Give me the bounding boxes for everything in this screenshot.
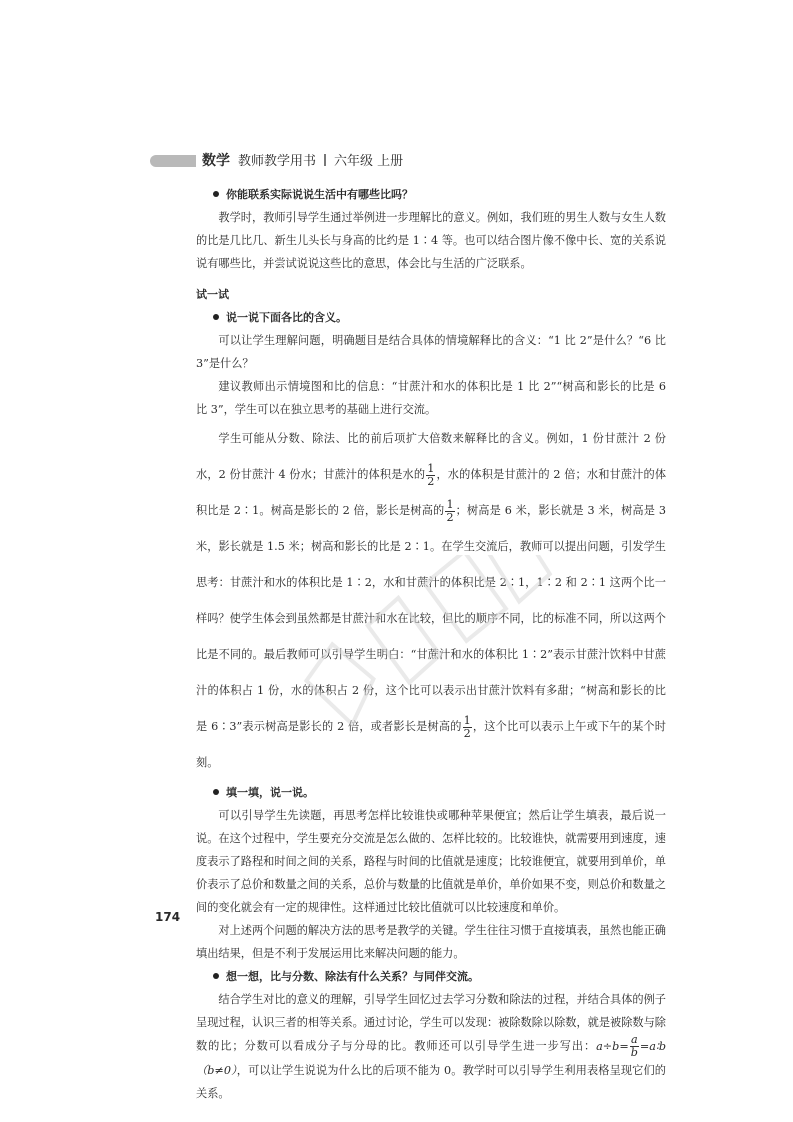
paragraph-3: 建议教师出示情境图和比的信息：“甘蔗汁和水的体积比是 1 比 2”“树高和影长的比是 6 比 3”，学生可以在独立思考的基础上进行交流。	[196, 380, 666, 416]
paragraph-1: 教学时，教师引导学生通过举例进一步理解比的意义。例如，我们班的男生人数与女生人数的比是几比几、新生儿头长与身高的比约是 1∶4 等。也可以结合图片像不像中长、宽的关系说说有哪些比，并尝试说说这些比的意思，体会比与生活的广泛联系。	[196, 211, 666, 270]
bullet-heading-1: 你能联系实际说说生活中有哪些比吗？	[196, 183, 666, 206]
header-subject: 数学	[202, 153, 230, 169]
fraction-one-half: $\frac{1}{2}$	[427, 461, 435, 488]
bullet-heading-3: 填一填，说一说。	[196, 781, 666, 804]
fraction-one-half: $\frac{1}{2}$	[446, 497, 454, 524]
paragraph-7: 结合学生对比的意义的理解，引导学生回忆过去学习分数和除法的过程，并结合具体的例子呈现过程，认识三者的相等关系。通过讨论，学生可以发现：被除数除以除数，就是被除数与除数的比；分数可以看成分子与分母的比。教师还可以引导学生进一步写出：a÷b= $\frac{a}{b}$ =a∶b（b≠0），可以让学生说说为什么比的后项不能为 0。教学时可以引导学生利用表格呈现它们的关系。	[196, 993, 666, 1100]
page-number: 174	[155, 910, 181, 924]
paragraph-5: 可以引导学生先读题，再思考怎样比较谁快或哪种苹果便宜；然后让学生填表，最后说一说。在这个过程中，学生要充分交流是怎么做的、怎样比较的。比较谁快，就需要用到速度，速度表示了路程和时间之间的关系，路程与时间的比值就是速度；比较谁便宜，就要用到单价，单价表示了总价和数量之间的关系，总价与数量的比值就是单价，单价如果不变，则总价和数量之间的变化就会有一定的规律性。这样通过比较比值就可以比较速度和单价。	[196, 809, 666, 914]
fraction-a-over-b: $\frac{a}{b}$	[630, 1033, 638, 1059]
header-text	[202, 150, 403, 173]
header-book: 教师教学用书	[238, 154, 317, 169]
header-tab-decoration	[150, 155, 196, 167]
page-body	[196, 183, 666, 1105]
bullet-dot-icon	[213, 191, 219, 197]
bullet-dot-icon	[213, 789, 219, 795]
paragraph-4: 学生可能从分数、除法、比的前后项扩大倍数来解释比的含义。例如，1 份甘蔗汁 2 份水，2 份甘蔗汁 4 份水；甘蔗汁的体积是水的 $\frac{1}{2}$ ，水的体积是甘蔗汁的 2 倍；水和甘蔗汁的体积比是 2∶1。树高是影长的 2 倍，影长是树高的 $\frac{1}{2}$ ；树高是 6 米，影长就是 3 米，树高是 3 米，影长就是 1.5 米；树高和影长的比是 2∶1。在学生交流后，教师可以提出问题，引发学生思考：甘蔗汁和水的体积比是 1∶2，水和甘蔗汁的体积比是 2∶1，1∶2 和 2∶1 这两个比一样吗？使学生体会到虽然都是甘蔗汁和水在比较，但比的顺序不同，比的标准不同，所以这两个比是不同的。最后教师可以引导学生明白：“甘蔗汁和水的体积比 1∶2”表示甘蔗汁饮料中甘蔗汁的体积占 1 份，水的体积占 2 份，这个比可以表示出甘蔗汁饮料有多甜；“树高和影长的比是 6∶3”表示树高是影长的 2 倍，或者影长是树高的 $\frac{1}{2}$ ，这个比可以表示上午或下午的某个时刻。	[196, 432, 667, 769]
bullet-heading-2: 说一说下面各比的含义。	[196, 306, 666, 329]
header-separator	[324, 154, 326, 166]
paragraph-2: 可以让学生理解问题，明确题目是结合具体的情境解释比的含义：“1 比 2”是什么？“6 比 3”是什么？	[196, 334, 666, 370]
bullet-dot-icon	[213, 973, 219, 979]
paragraph-6: 对上述两个问题的解决方法的思考是教学的关键。学生往往习惯于直接填表，虽然也能正确填出结果，但是不利于发展运用比来解决问题的能力。	[196, 924, 666, 960]
bullet-dot-icon	[213, 314, 219, 320]
section-title: 试一试	[196, 288, 229, 301]
running-header	[150, 150, 630, 172]
bullet-heading-4: 想一想，比与分数、除法有什么关系？与同伴交流。	[196, 965, 666, 988]
formula: a÷b= $\frac{a}{b}$ =a∶b（b≠0）	[196, 1033, 666, 1077]
fraction-one-half: $\frac{1}{2}$	[463, 713, 471, 740]
header-grade: 六年级 上册	[334, 154, 404, 169]
